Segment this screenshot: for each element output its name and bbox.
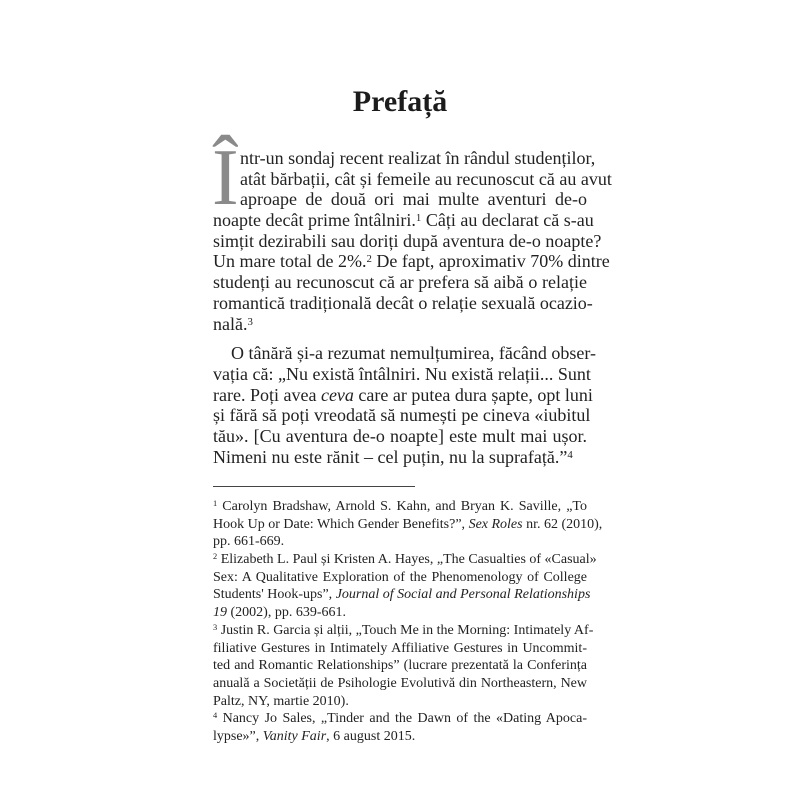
text-line <box>213 272 587 293</box>
footnote-line <box>213 533 587 551</box>
text-line <box>213 314 587 335</box>
footnote-ref: 1 <box>213 499 218 509</box>
text-line <box>213 405 591 426</box>
paragraph <box>213 343 596 467</box>
footnote-ref: 2 <box>366 253 372 266</box>
footnote-line <box>213 498 587 516</box>
footnote-line <box>213 604 587 622</box>
text: nală. <box>213 313 248 334</box>
text-line <box>213 384 593 406</box>
text: Paltz, NY, martie 2010). <box>213 693 349 709</box>
text: Students' Hook-ups”, <box>213 587 336 603</box>
italic-text: ceva <box>320 384 354 405</box>
text: și fără să poți vreodată să numești pe cineva «iubitul <box>213 405 591 426</box>
text: Sex: A Qualitative Exploration of the Phenomenology of College <box>213 569 587 585</box>
footnote-ref: 4 <box>567 448 573 461</box>
footnote-line <box>213 516 603 534</box>
footnote-line <box>213 586 591 604</box>
text-line <box>213 168 612 190</box>
text-line <box>213 230 602 252</box>
text: O tânără și-a rezumat nemulțumirea, făcând obser- <box>231 343 596 364</box>
text: tău». [Cu aventura de-o noapte] este mult mai ușor. <box>213 425 587 446</box>
text-line <box>213 189 587 210</box>
text-line <box>213 251 610 272</box>
text: ted and Romantic Relationships” (lucrare prezentată la Conferința <box>213 658 587 674</box>
paragraph <box>213 148 612 334</box>
text-line <box>213 148 596 169</box>
footnote-line <box>213 693 587 711</box>
footnote-line <box>213 710 587 728</box>
text: , 6 august 2015. <box>326 728 416 744</box>
text: Elizabeth L. Paul și Kristen A. Hayes, „The Casualties of «Casual» <box>217 552 597 568</box>
text-line <box>213 447 587 468</box>
text: anuală a Societății de Psihologie Evolutivă din Northeastern, New <box>213 675 587 691</box>
footnote-ref: 4 <box>213 711 218 721</box>
text: noapte decât prime întâlniri. <box>213 210 416 231</box>
text: Câți au declarat că s-au <box>421 210 594 231</box>
text: atât bărbații, cât și femeile au recunoscut că au avut <box>240 168 612 189</box>
text: pp. 661-669. <box>213 534 285 550</box>
italic-text: Sex Roles <box>468 516 523 532</box>
text: ntr-un sondaj recent realizat în rândul studenților, <box>240 148 596 168</box>
italic-text: 19 <box>213 605 227 621</box>
text: simțit dezirabili sau doriți după aventura de-o noapte? <box>213 230 602 251</box>
text: Hook Up or Date: Which Gender Benefits?”, <box>213 516 469 532</box>
text: De fapt, aproximativ 70% dintre <box>371 251 610 272</box>
text: filiative Gestures in Intimately Affiliative Gestures in Uncommit- <box>213 640 587 656</box>
text: Carolyn Bradshaw, Arnold S. Kahn, and Bryan K. Saville, „To <box>217 499 587 514</box>
text: rare. Poți avea <box>213 384 321 405</box>
footnote-ref: 3 <box>213 623 218 633</box>
italic-text: Vanity Fair <box>262 728 327 744</box>
text-line <box>213 210 594 231</box>
footnote-line <box>213 640 587 658</box>
text: lypse»”, <box>213 728 263 744</box>
text-line <box>213 292 593 314</box>
text: aproape de două ori mai multe aventuri de-o <box>240 189 587 210</box>
text: care ar putea dura șapte, opt luni <box>353 384 593 405</box>
text: romantică tradițională decât o relație sexuală ocazio- <box>213 292 593 313</box>
footnote-line <box>213 569 587 587</box>
drop-cap: Î <box>212 134 239 222</box>
text: Justin R. Garcia și alții, „Touch Me in the Morning: Intimately Af- <box>217 622 594 638</box>
text: nr. 62 (2010), <box>522 516 603 532</box>
footnote-ref: 1 <box>415 212 422 225</box>
text: (2002), pp. 639-661. <box>227 605 346 621</box>
text: Nimeni nu este rănit – cel puțin, nu la suprafață.” <box>213 446 568 467</box>
body-text <box>213 148 612 467</box>
text: studenți au recunoscut că ar prefera să aibă o relație <box>213 272 587 293</box>
footnote-divider <box>213 486 415 487</box>
text-line <box>213 426 587 447</box>
footnote <box>213 622 594 710</box>
text-line <box>213 363 591 385</box>
footnote-line <box>213 551 597 569</box>
footnote-line <box>213 728 587 746</box>
footnote-line <box>213 657 587 675</box>
text: Un mare total de 2%. <box>213 251 367 272</box>
footnote <box>213 551 597 622</box>
footnote <box>213 710 587 745</box>
footnote-line <box>213 675 587 693</box>
text: vația că: „Nu există întâlniri. Nu există relații... Sunt <box>213 363 591 384</box>
italic-text: Journal of Social and Personal Relationships <box>335 587 591 603</box>
footnote-line <box>213 622 594 640</box>
page-title: Prefață <box>352 85 448 118</box>
footnote-ref: 2 <box>213 552 218 562</box>
footnote <box>213 498 603 551</box>
footnote-ref: 3 <box>247 315 253 328</box>
text-line <box>213 343 596 364</box>
footnotes <box>213 498 603 746</box>
text: Nancy Jo Sales, „Tinder and the Dawn of the «Dating Apoca- <box>217 711 587 727</box>
